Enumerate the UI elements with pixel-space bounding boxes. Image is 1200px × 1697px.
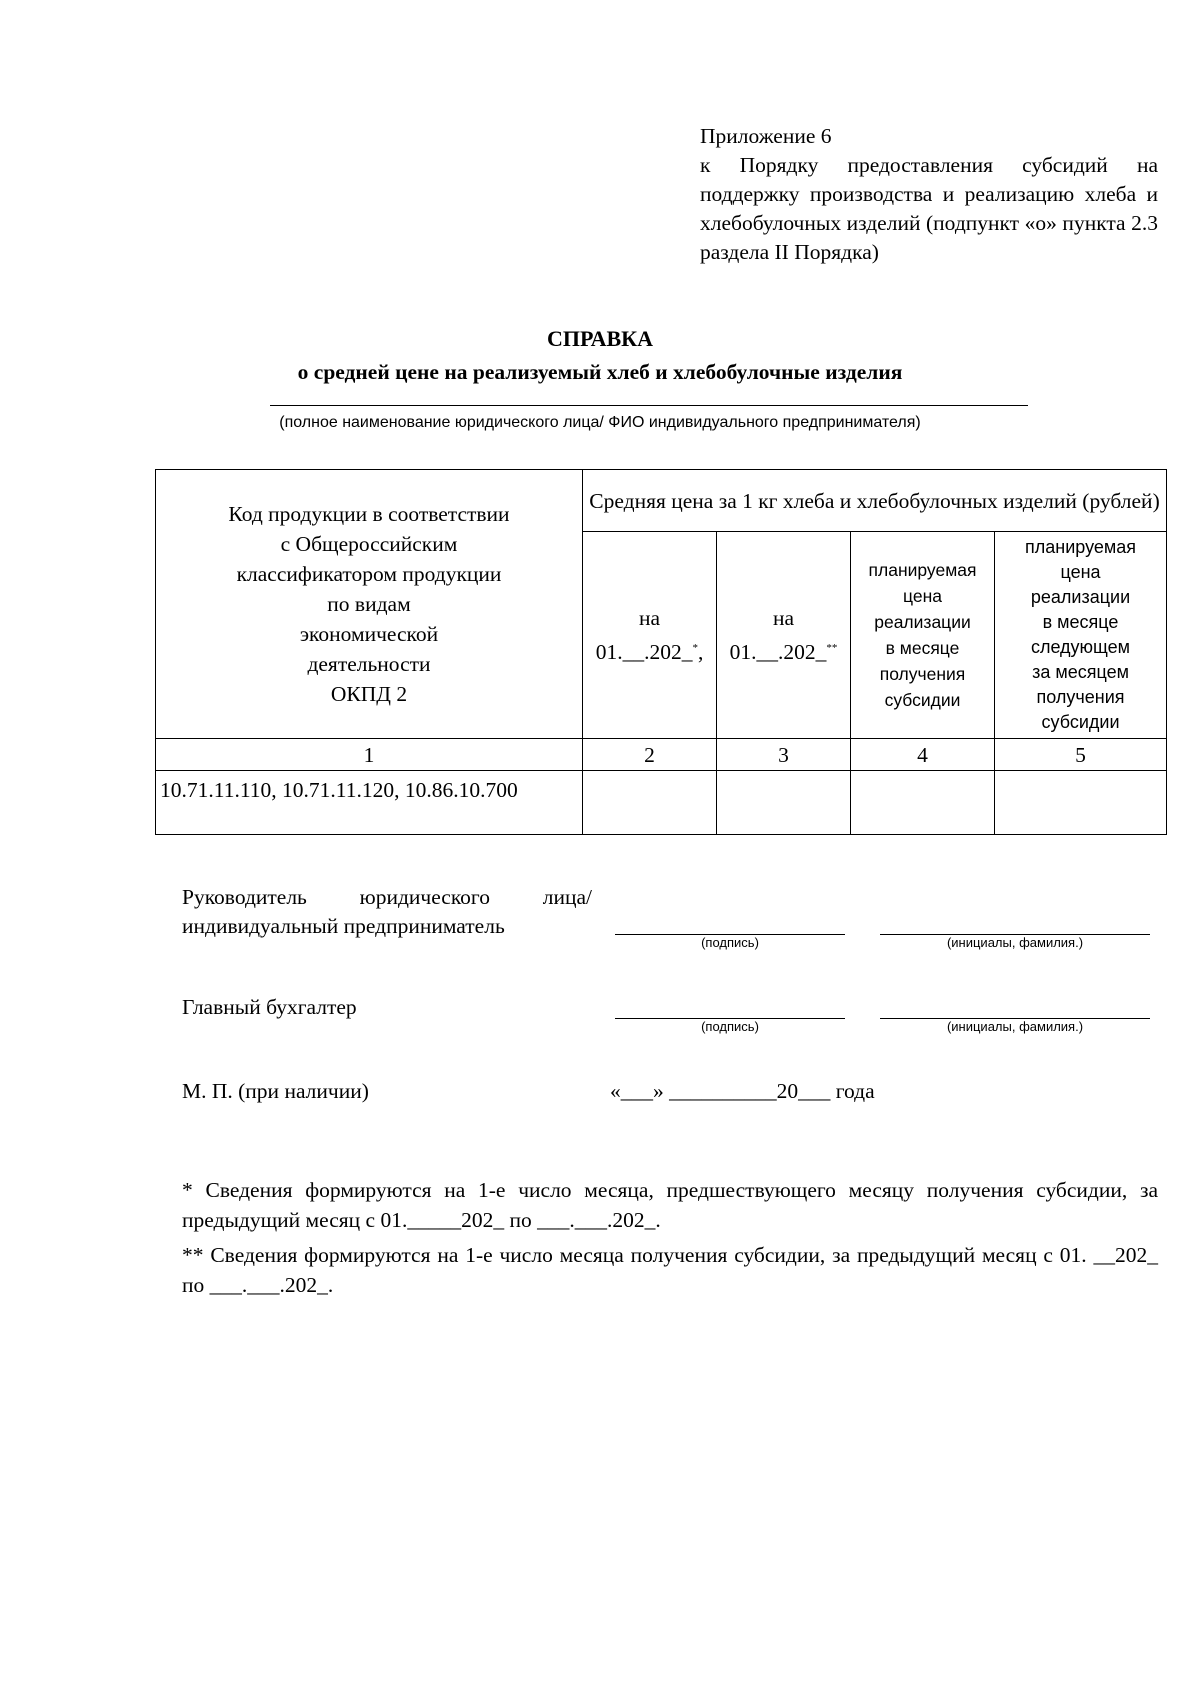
col-header-okpd-code: Код продукции в соответствии с Общероссийским классификатором продукции по видам экономической деятельности ОКПД 2 (156, 470, 583, 739)
accountant-label: Главный бухгалтер (182, 995, 357, 1019)
col-header-planned-price-current: планируемая цена реализации в месяце получения субсидии (851, 532, 995, 739)
col-header-date-1 (583, 532, 717, 739)
cell-planned-price-next[interactable] (995, 771, 1167, 835)
col-header-date-2-top: на (772, 605, 795, 630)
col-header-date-1-date: 01.__.202_ (595, 640, 693, 665)
footnote-second: ** Сведения формируются на 1-е число месяца получения субсидии, за предыдущий месяц с 01. __202_ по ___.___.202_. (182, 1243, 1158, 1297)
entity-name-caption: (полное наименование юридического лица/ ФИО индивидуального предпринимателя) (279, 414, 921, 431)
stamp-label: М. П. (при наличии) (182, 1079, 369, 1103)
appendix-block (700, 122, 1158, 267)
column-number-4: 4 (851, 739, 995, 771)
column-number-1: 1 (156, 739, 583, 771)
document-subtitle: о средней цене на реализуемый хлеб и хлебобулочные изделия (297, 360, 903, 384)
head-signature-label: Руководитель юридического лица/ индивидуальный предприниматель (182, 885, 592, 938)
accountant-initials-caption: (инициалы, фамилия.) (946, 1019, 1084, 1034)
document-title: СПРАВКА (546, 326, 654, 351)
cell-price-date-1[interactable] (583, 771, 717, 835)
col-header-date-2-date: 01.__.202_ (729, 640, 827, 665)
col-header-date-1-top: на (638, 605, 661, 630)
column-number-5: 5 (995, 739, 1167, 771)
accountant-signature-caption: (подпись) (701, 1019, 759, 1034)
footnote-mark-2: ** (826, 641, 838, 654)
column-number-3: 3 (717, 739, 851, 771)
cell-price-date-2[interactable] (717, 771, 851, 835)
appendix-text: к Порядку предоставления субсидий на поддержку производства и реализацию хлеба и хлебобулочных изделий (подпункт «о» пункта 2.3 раздела II Порядка) (700, 153, 1158, 264)
price-table (155, 469, 1167, 835)
col-header-date-2 (717, 532, 851, 739)
footnote-first: * Сведения формируются на 1-е число месяца, предшествующего месяцу получения субсидии, за предыдущий месяц с 01._____202_ по ___.___.202_. (182, 1178, 1158, 1232)
head-initials-caption: (инициалы, фамилия.) (946, 935, 1084, 950)
col-header-date-1-tail: , (697, 640, 704, 665)
column-number-2: 2 (583, 739, 717, 771)
col-group-header-average-price: Средняя цена за 1 кг хлеба и хлебобулочных изделий (рублей) (583, 470, 1167, 532)
footnote-mark-1: * (692, 641, 698, 654)
appendix-title: Приложение 6 (700, 124, 832, 148)
cell-product-codes: 10.71.11.110, 10.71.11.120, 10.86.10.700 (156, 771, 583, 835)
entity-name-line (270, 405, 1028, 406)
cell-planned-price-current[interactable] (851, 771, 995, 835)
head-signature-caption: (подпись) (701, 935, 759, 950)
table-row (156, 771, 1167, 835)
col-header-planned-price-next: планируемая цена реализации в месяце следующем за месяцем получения субсидии (995, 532, 1167, 739)
date-line[interactable]: «___» __________20___ года (610, 1079, 875, 1103)
